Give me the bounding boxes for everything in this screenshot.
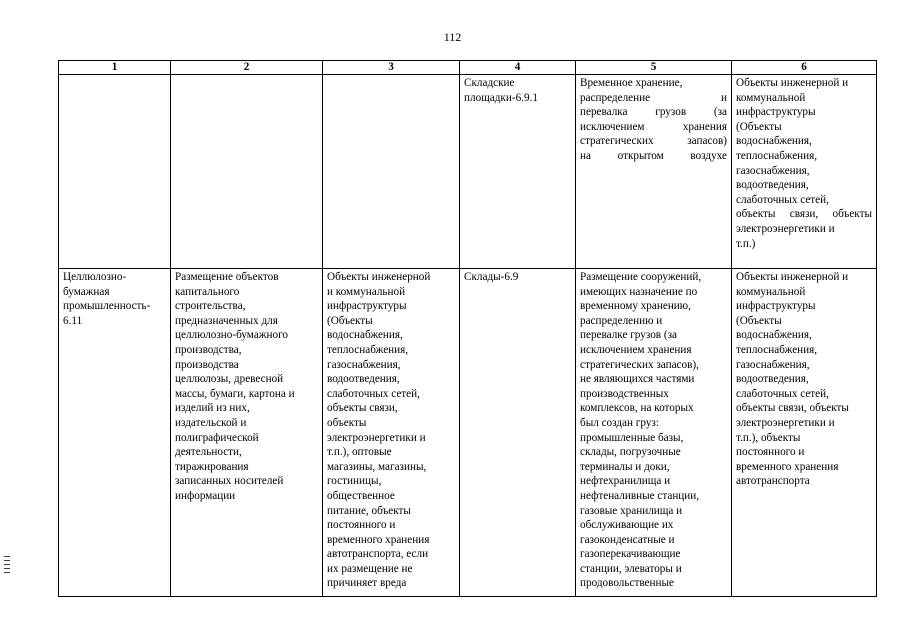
header-row <box>59 61 877 75</box>
table-row <box>59 75 877 269</box>
cell-text-line: на открытом воздухе <box>580 149 727 162</box>
cell-text-line: предназначенных для <box>175 314 278 327</box>
cell-text-line: бумажная <box>63 285 110 298</box>
table-cell <box>323 269 460 597</box>
column-header: 5 <box>576 61 732 75</box>
cell-text-line: производства <box>175 358 239 371</box>
cell-text-line: Объекты инженерной и <box>736 271 849 283</box>
cell-text-line: 6.11 <box>63 314 83 327</box>
page-number: 112 <box>443 30 462 44</box>
cell-text-line: капитального <box>175 285 240 298</box>
cell-text-line: теплоснабжения, <box>736 149 818 162</box>
cell-text-line: т.п.), объекты <box>736 431 801 444</box>
table-cell <box>732 269 877 597</box>
cell-text-line: инфраструктуры <box>327 300 407 313</box>
cell-text-line: площадки-6.9.1 <box>464 91 538 104</box>
cell-text-line: общественное <box>327 489 395 502</box>
cell-text-line: промышленные базы, <box>580 431 684 444</box>
cell-text-line: исключением хранения <box>580 343 692 356</box>
cell-text-line: теплоснабжения, <box>736 343 818 356</box>
cell-text-line: склады, погрузочные <box>580 446 681 459</box>
cell-text-line: нефтеналивные станции, <box>580 489 700 502</box>
cell-text-line: слаботочных сетей, <box>736 387 829 400</box>
cell-text-line: теплоснабжения, <box>327 343 409 356</box>
cell-text-line: (Объекты <box>736 120 782 133</box>
column-header: 6 <box>732 61 877 75</box>
cell-text-line: Временное хранение, <box>580 77 683 89</box>
cell-text-line: производства, <box>175 343 242 356</box>
table-cell <box>576 75 732 269</box>
cell-text-line: тиражирования <box>175 460 249 473</box>
table-cell <box>171 75 323 269</box>
cell-text-line: распределение и <box>580 91 727 104</box>
cell-text-line: т.п.), оптовые <box>327 446 392 459</box>
cell-text-line: информации <box>175 489 236 502</box>
cell-text-line: перевалка грузов (за <box>580 106 727 119</box>
table-cell <box>59 269 171 597</box>
cell-text-line: терминалы и доки, <box>580 460 670 473</box>
cell-text-line: распределению и <box>580 314 663 327</box>
cell-text-line: электроэнергетики и <box>327 431 426 444</box>
cell-text-line: слаботочных сетей, <box>736 193 829 206</box>
cell-text-line: не являющихся частями <box>580 373 695 386</box>
cell-text-line: водоснабжения, <box>736 329 812 342</box>
cell-text-line: (Объекты <box>736 314 782 327</box>
cell-text-line: стратегических запасов), <box>580 358 699 371</box>
cell-text-line: инфраструктуры <box>736 300 816 313</box>
cell-text-line: их размещение не <box>327 562 413 575</box>
table-cell <box>460 269 576 597</box>
cell-text-line: Целлюлозно- <box>63 271 127 283</box>
margin-marks <box>4 556 10 576</box>
cell-text-line: инфраструктуры <box>736 106 816 119</box>
cell-text-line: временному хранению, <box>580 300 691 313</box>
cell-text-line: водоотведения, <box>327 373 400 386</box>
cell-text-line: стратегических запасов) <box>580 135 727 148</box>
cell-text-line: исключением хранения <box>580 120 727 133</box>
cell-text-line: гостиницы, <box>327 475 382 488</box>
cell-text-line: нефтехранилища и <box>580 475 671 488</box>
cell-text-line: издательской и <box>175 416 247 429</box>
cell-text-line: слаботочных сетей, <box>327 387 420 400</box>
column-header: 4 <box>460 61 576 75</box>
table-cell <box>59 75 171 269</box>
cell-text-line: электроэнергетики и <box>736 416 835 429</box>
cell-text-line: т.п.) <box>736 237 756 250</box>
cell-text-line: Объекты инженерной и <box>736 77 849 89</box>
cell-text-line: газоснабжения, <box>327 358 401 371</box>
cell-text-line: объекты <box>327 416 367 429</box>
table-cell <box>732 75 877 269</box>
cell-text-line: временного хранения <box>327 533 430 546</box>
cell-text-line: водоснабжения, <box>327 329 403 342</box>
table-cell <box>460 75 576 269</box>
cell-text-line: постоянного и <box>327 519 396 532</box>
cell-text-line: автотранспорта, если <box>327 548 429 561</box>
cell-text-line: причиняет вреда <box>327 577 407 590</box>
cell-text-line: объекты связи, <box>327 402 398 415</box>
table-cell <box>576 269 732 597</box>
cell-text-line: объекты связи, объекты <box>736 402 849 415</box>
cell-text-line: целлюлозно-бумажного <box>175 329 288 342</box>
cell-text-line: коммунальной <box>736 91 806 104</box>
cell-text-line: газовые хранилища и <box>580 504 683 517</box>
cell-text-line: Склады-6.9 <box>464 271 519 283</box>
cell-text-line: (Объекты <box>327 314 373 327</box>
cell-text-line: водоотведения, <box>736 373 809 386</box>
cell-text-line: производственных <box>580 387 669 400</box>
cell-text-line: и коммунальной <box>327 285 406 298</box>
column-header: 2 <box>171 61 323 75</box>
cell-text-line: деятельности, <box>175 446 242 459</box>
cell-text-line: Объекты инженерной <box>327 271 431 283</box>
cell-text-line: массы, бумаги, картона и <box>175 387 295 400</box>
cell-text-line: продовольственные <box>580 577 674 590</box>
cell-text-line: Размещение сооружений, <box>580 271 702 283</box>
cell-text-line: газоперекачивающие <box>580 548 681 561</box>
cell-text-line: обслуживающие их <box>580 519 674 532</box>
column-header: 1 <box>59 61 171 75</box>
table-cell <box>323 75 460 269</box>
cell-text-line: Размещение объектов <box>175 271 279 283</box>
cell-text-line: Складские <box>464 77 515 89</box>
cell-text-line: промышленность- <box>63 300 151 313</box>
data-table <box>58 60 877 597</box>
cell-text-line: временного хранения <box>736 460 839 473</box>
cell-text-line: водоотведения, <box>736 179 809 192</box>
cell-text-line: питание, объекты <box>327 504 411 517</box>
cell-text-line: автотранспорта <box>736 475 810 488</box>
table-row <box>59 269 877 597</box>
cell-text-line: газоснабжения, <box>736 164 810 177</box>
cell-text-line: газоконденсатные и <box>580 533 675 546</box>
cell-text-line: станции, элеваторы и <box>580 562 682 575</box>
cell-text-line: строительства, <box>175 300 246 313</box>
cell-text-line: записанных носителей <box>175 475 284 488</box>
cell-text-line: имеющих назначение по <box>580 285 698 298</box>
cell-text-line: полиграфической <box>175 431 259 444</box>
cell-text-line: целлюлозы, древесной <box>175 373 284 386</box>
cell-text-line: объекты связи, объекты <box>736 208 872 221</box>
cell-text-line: газоснабжения, <box>736 358 810 371</box>
cell-text-line: магазины, магазины, <box>327 460 427 473</box>
cell-text-line: был создан груз: <box>580 416 659 429</box>
cell-text-line: изделий из них, <box>175 402 250 415</box>
cell-text-line: водоснабжения, <box>736 135 812 148</box>
cell-text-line: перевалке грузов (за <box>580 329 677 342</box>
cell-text-line: постоянного и <box>736 446 805 459</box>
cell-text-line: электроэнергетики и <box>736 222 835 235</box>
cell-text-line: комплексов, на которых <box>580 402 694 415</box>
column-header: 3 <box>323 61 460 75</box>
table-cell <box>171 269 323 597</box>
cell-text-line: коммунальной <box>736 285 806 298</box>
